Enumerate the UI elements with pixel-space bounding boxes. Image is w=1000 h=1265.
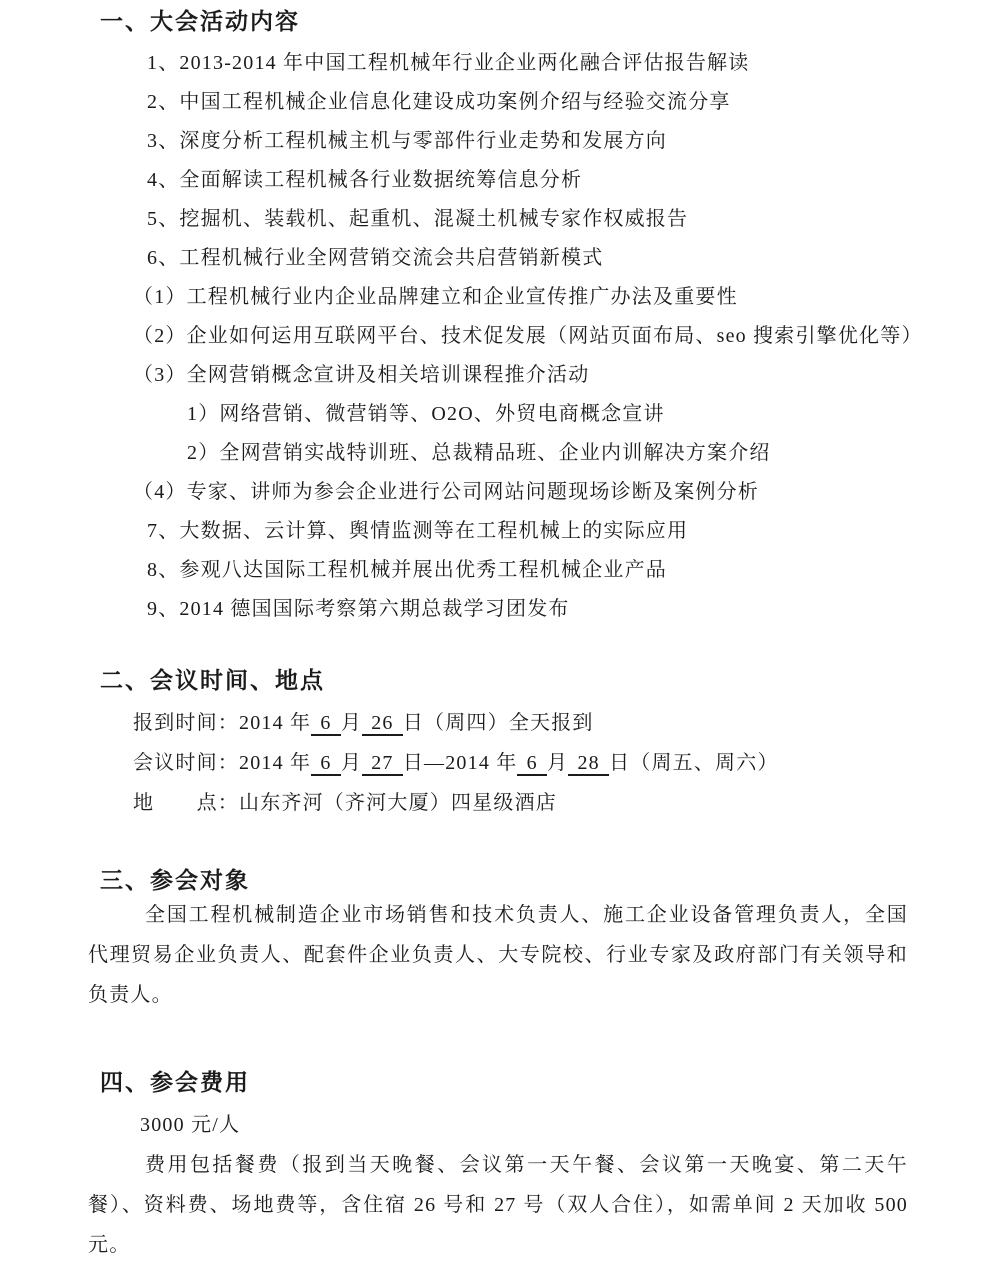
conference-time-line	[133, 743, 1000, 783]
activity-item-9: 9、2014 德国国际考察第六期总裁学习团发布	[147, 598, 570, 620]
activity-subitem-6-3: （3）全网营销概念宣讲及相关培训课程推介活动	[133, 364, 590, 386]
activity-item-5: 5、挖掘机、装载机、起重机、混凝土机械专家作权威报告	[147, 208, 689, 230]
activity-item-6: 6、工程机械行业全网营销交流会共启营销新模式	[147, 247, 604, 269]
activity-list	[0, 44, 1000, 629]
activity-item-2: 2、中国工程机械企业信息化建设成功案例介绍与经验交流分享	[147, 91, 731, 113]
conference-month2-blank: 6	[517, 752, 547, 776]
conference-day1-blank: 27	[362, 752, 403, 776]
activity-subitem-6-4: （4）专家、讲师为参会企业进行公司网站问题现场诊断及案例分析	[133, 481, 759, 503]
register-month-blank: 6	[311, 712, 341, 736]
activity-item-1: 1、2013-2014 年中国工程机械年行业企业两化融合评估报告解读	[147, 52, 750, 74]
activity-subitem-6-2: （2）企业如何运用互联网平台、技术促发展（网站页面布局、seo 搜索引擎优化等）	[133, 325, 923, 347]
participants-paragraph: 全国工程机械制造企业市场销售和技术负责人、施工企业设备管理负责人，全国代理贸易企业负责人、配套件企业负责人、大专院校、行业专家及政府部门有关领导和负责人。	[88, 904, 908, 1006]
section-4-heading: 四、参会费用	[100, 1069, 250, 1095]
section-2-heading: 二、会议时间、地点	[100, 667, 325, 693]
activity-item-3: 3、深度分析工程机械主机与零部件行业走势和发展方向	[147, 130, 667, 152]
activity-subitem-6-1: （1）工程机械行业内企业品牌建立和企业宣传推广办法及重要性	[133, 286, 738, 308]
register-time-line	[133, 703, 1000, 743]
activity-item-8: 8、参观八达国际工程机械并展出优秀工程机械企业产品	[147, 559, 667, 581]
register-prefix: 报到时间：2014 年	[133, 712, 312, 734]
section-1-heading: 一、大会活动内容	[100, 8, 300, 34]
meeting-info	[0, 703, 1000, 823]
activity-item-4: 4、全面解读工程机械各行业数据统筹信息分析	[147, 169, 583, 191]
activity-item-7: 7、大数据、云计算、舆情监测等在工程机械上的实际应用	[147, 520, 689, 542]
activity-subsubitem-1: 1）网络营销、微营销等、O2O、外贸电商概念宣讲	[187, 403, 665, 425]
section-3-heading: 三、参会对象	[100, 867, 250, 893]
conference-middle: 日—2014 年	[402, 752, 518, 774]
conference-month1-blank: 6	[311, 752, 341, 776]
register-day-blank: 26	[362, 712, 403, 736]
fee-price: 3000 元/人	[140, 1114, 241, 1136]
conference-day2-blank: 28	[568, 752, 609, 776]
register-month-label: 月	[340, 712, 363, 734]
conference-suffix: 日（周五、周六）	[609, 752, 779, 774]
conference-month1-label: 月	[340, 752, 363, 774]
conference-month2-label: 月	[547, 752, 569, 774]
activity-subsubitem-2: 2）全网营销实战特训班、总裁精品班、企业内训解决方案介绍	[187, 442, 771, 464]
register-suffix: 日（周四）全天报到	[402, 712, 594, 734]
location-line: 地 点：山东齐河（齐河大厦）四星级酒店	[133, 792, 557, 814]
conference-prefix: 会议时间：2014 年	[133, 752, 312, 774]
fee-paragraph: 费用包括餐费（报到当天晚餐、会议第一天午餐、会议第一天晚宴、第二天午餐）、资料费、场地费等，含住宿 26 号和 27 号（双人合住），如需单间 2 天加收 500 元。	[88, 1154, 908, 1256]
